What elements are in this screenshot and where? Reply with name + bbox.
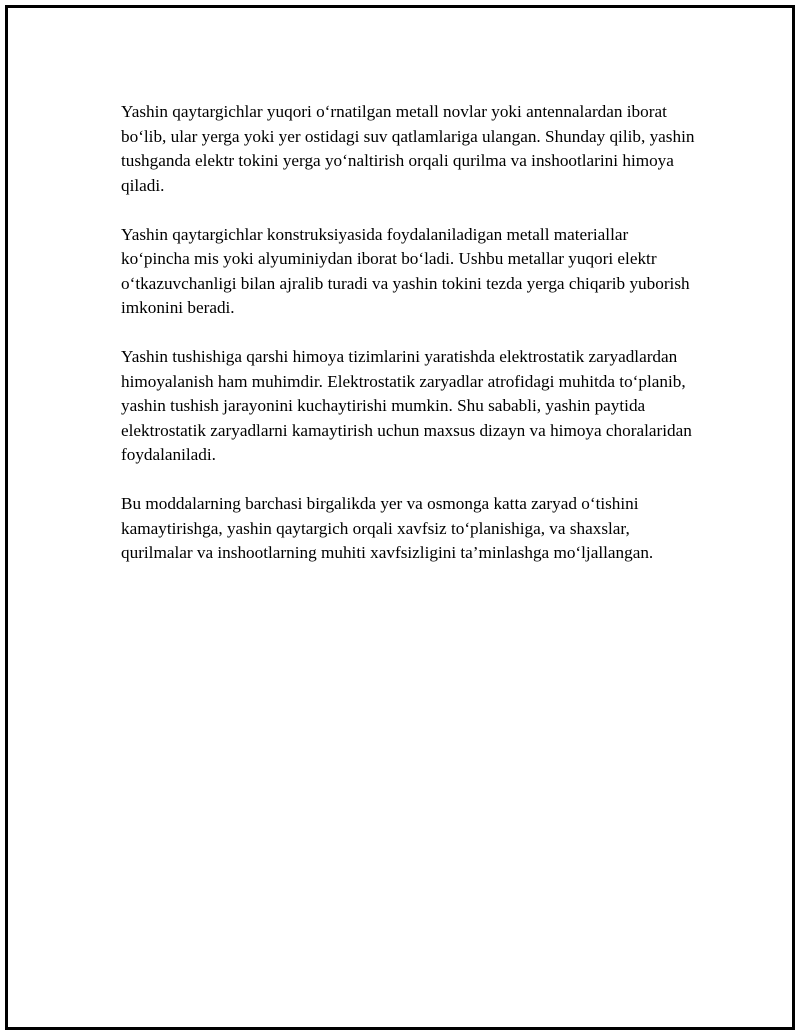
paragraph-4: Bu moddalarning barchasi birgalikda yer va osmonga katta zaryad o‘tishini kamaytirishga, yashin qaytargich orqali xavfsiz to‘planishiga, va shaxslar, qurilmalar va inshootlarning muhiti xavfsizligini ta’minlashga mo‘ljallangan. xyxy=(121,494,654,562)
page-frame xyxy=(5,5,795,1030)
paragraph-3: Yashin tushishiga qarshi himoya tizimlarini yaratishda elektrostatik zaryadlardan himoyalanish ham muhimdir. Elektrostatik zaryadlar atrofidagi muhitda to‘planib, yashin tushish jarayonini kuchaytirishi mumkin. Shu sababli, yashin paytida elektrostatik zaryadlarni kamaytirish uchun maxsus dizayn va himoya choralaridan foydalaniladi. xyxy=(121,347,692,464)
paragraph-2: Yashin qaytargichlar konstruksiyasida foydalaniladigan metall materiallar ko‘pincha mis yoki alyuminiydan iborat bo‘ladi. Ushbu metallar yuqori elektr o‘tkazuvchanligi bilan ajralib turadi va yashin tokini tezda yerga chiqarib yuborish imkonini beradi. xyxy=(121,224,690,317)
paragraph-1: Yashin qaytargichlar yuqori o‘rnatilgan metall novlar yoki antennalardan iborat bo‘lib, ular yerga yoki yer ostidagi suv qatlamlariga ulangan. Shunday qilib, yashin tushganda elektr tokini yerga yo‘naltirish orqali qurilma va inshootlarini himoya qiladi. xyxy=(121,102,695,195)
document-body xyxy=(121,100,701,590)
